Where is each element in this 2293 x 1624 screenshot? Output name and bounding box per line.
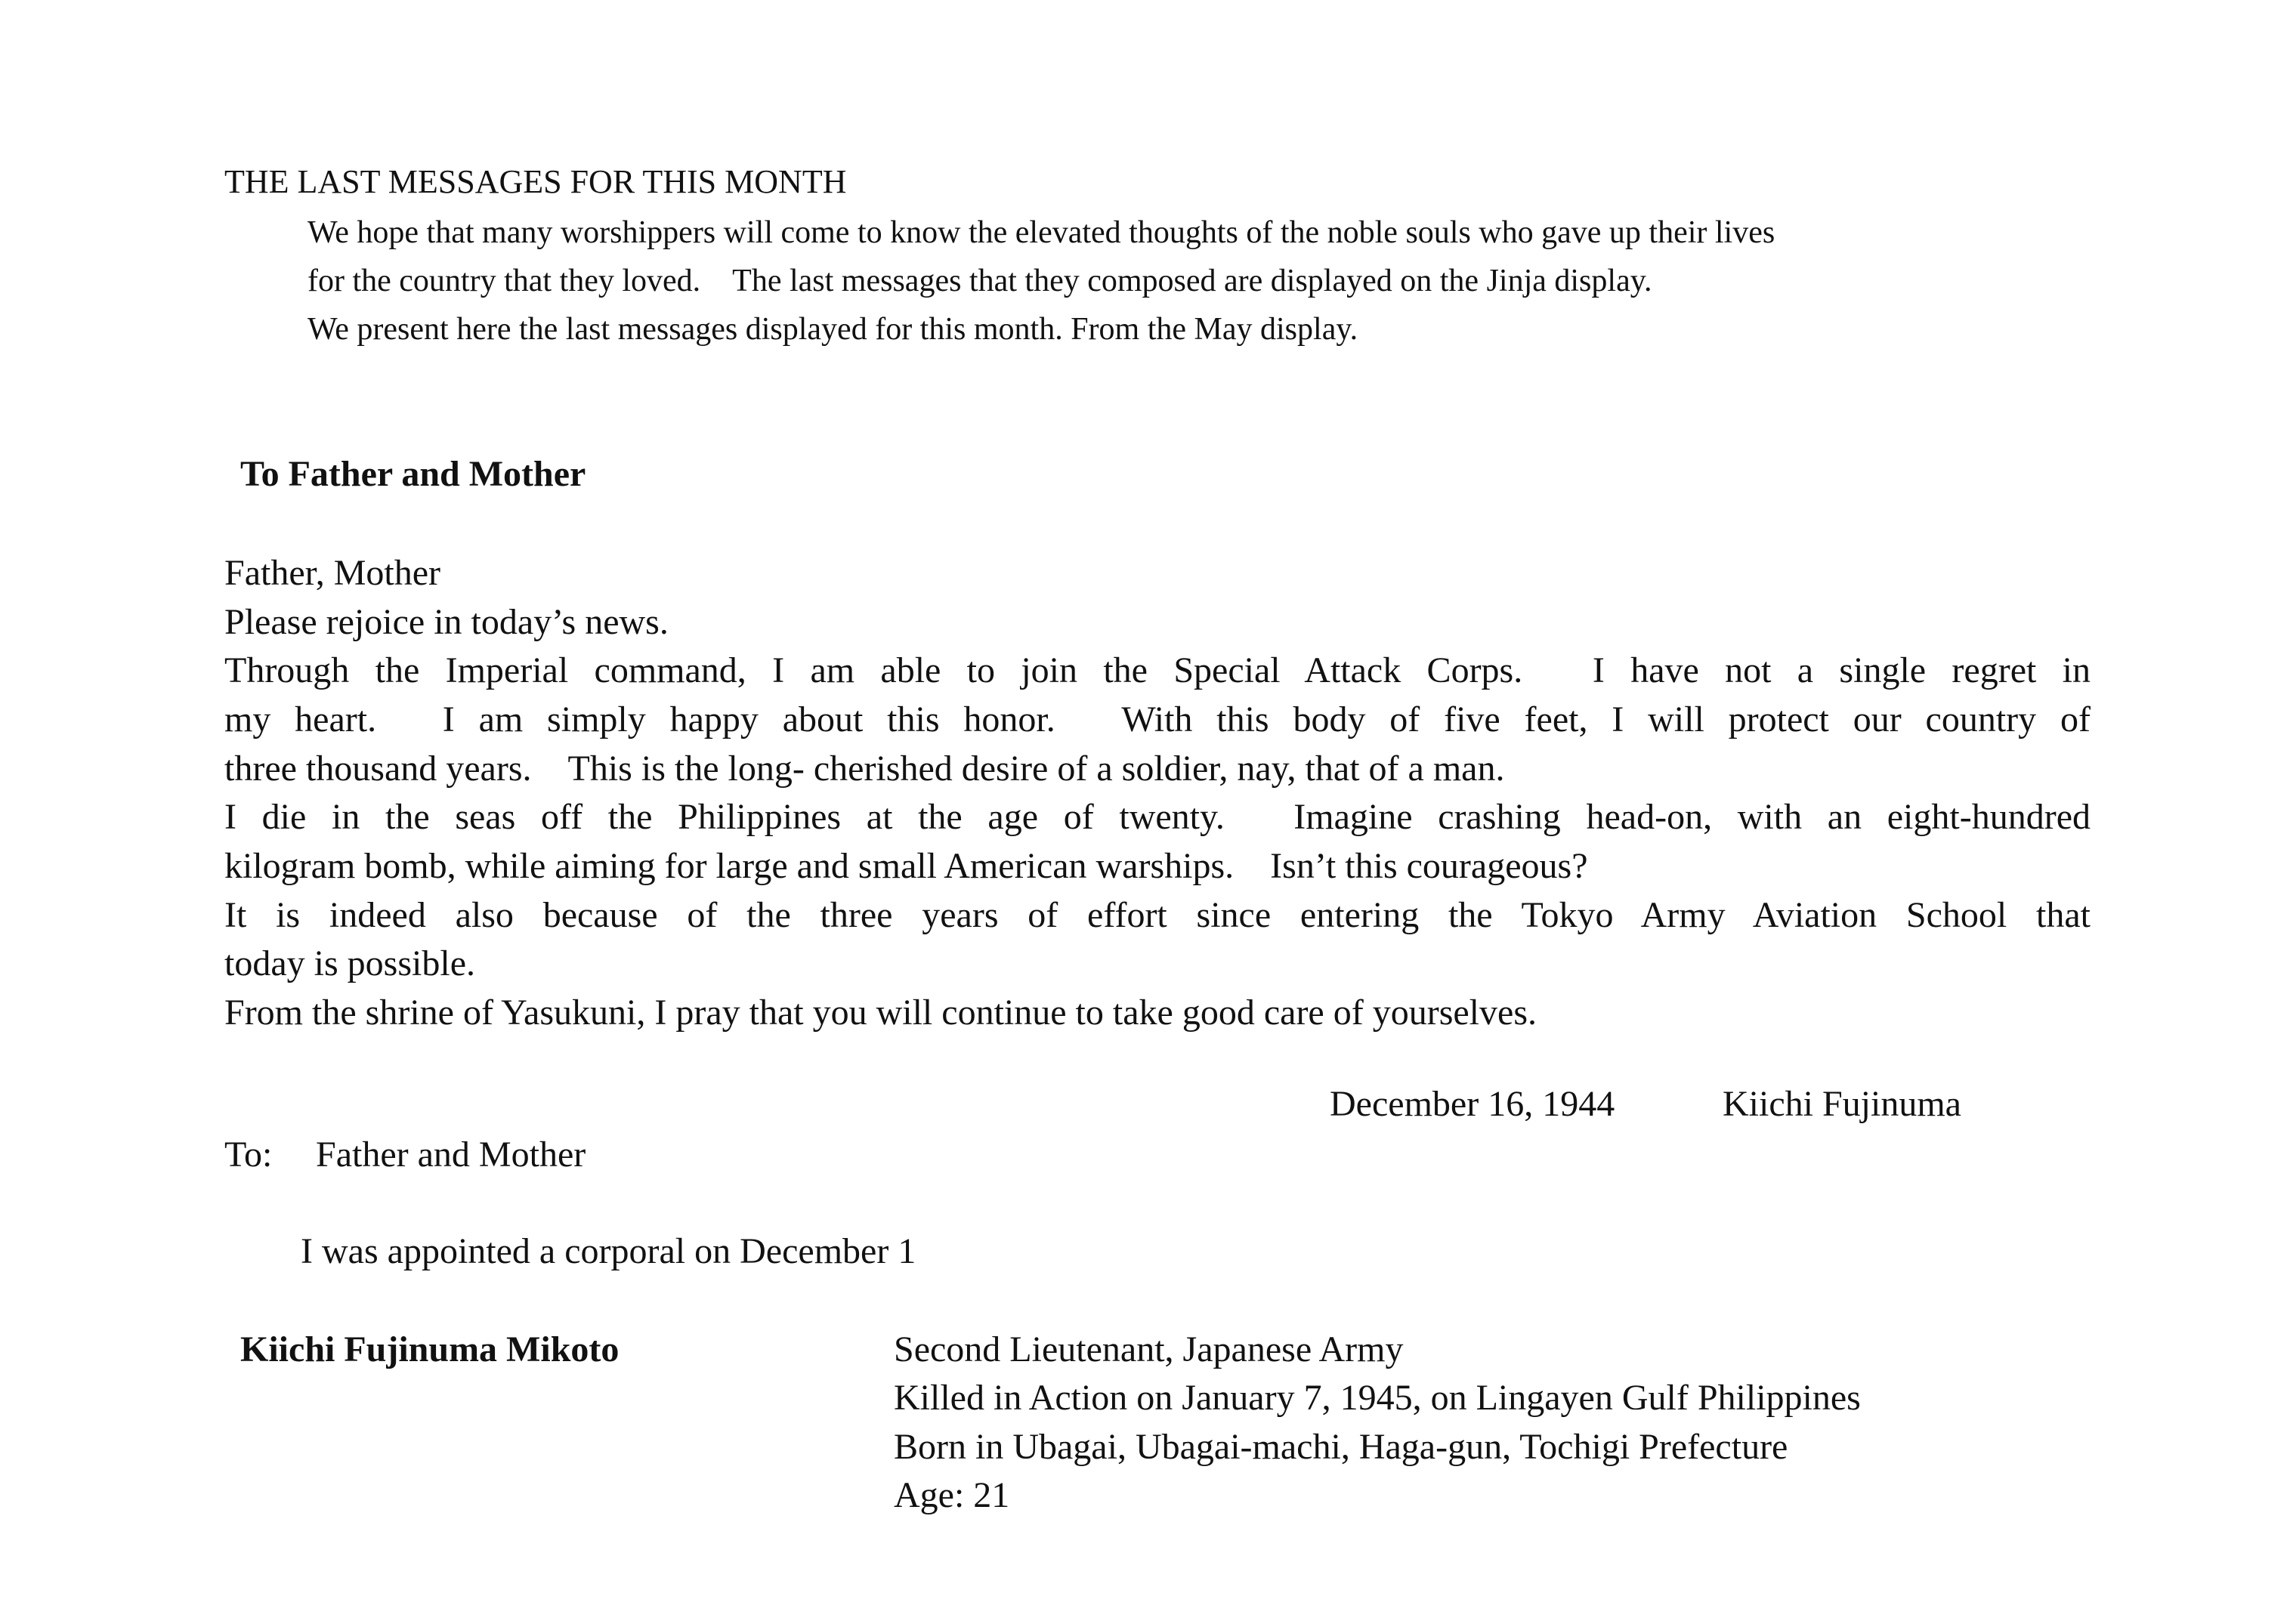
signature-name: Kiichi Fujinuma (1723, 1084, 1961, 1124)
intro-line: We hope that many worshippers will come to know the elevated thoughts of the noble souls who gave up their lives (307, 215, 1775, 250)
biography-line: Killed in Action on January 7, 1945, on Lingayen Gulf Philippines (894, 1378, 1861, 1418)
signature-date: December 16, 1944 (1330, 1084, 1615, 1124)
intro-line: for the country that they loved. The last messages that they composed are displayed on the Jinja display. (307, 264, 1652, 298)
section-heading: THE LAST MESSAGES FOR THIS MONTH (224, 163, 847, 200)
biography-name: Kiichi Fujinuma Mikoto (240, 1329, 620, 1369)
intro-line: We present here the last messages displayed for this month. From the May display. (307, 312, 1358, 347)
letter-line: my heart. I am simply happy about this honor. With this body of five feet, I will protect our country of (224, 699, 2091, 739)
letter-line: today is possible. (224, 943, 475, 983)
recipient-value: Father and Mother (316, 1135, 586, 1175)
appointment-note: I was appointed a corporal on December 1 (301, 1231, 916, 1271)
biography-line: Second Lieutenant, Japanese Army (894, 1329, 1404, 1369)
letter-title: To Father and Mother (240, 454, 586, 494)
letter-line: Please rejoice in today’s news. (224, 602, 669, 642)
letter-line: kilogram bomb, while aiming for large and small American warships. Isn’t this courageous? (224, 846, 1588, 886)
letter-line: I die in the seas off the Philippines at the age of twenty. Imagine crashing head-on, with an eight-hundred (224, 797, 2091, 837)
letter-line: Father, Mother (224, 553, 441, 593)
letter-line: It is indeed also because of the three years of effort since entering the Tokyo Army Aviation School that (224, 895, 2091, 935)
biography-line: Age: 21 (894, 1475, 1010, 1515)
letter-line: Through the Imperial command, I am able to join the Special Attack Corps. I have not a single regret in (224, 650, 2091, 690)
letter-line: From the shrine of Yasukuni, I pray that you will continue to take good care of yourselves. (224, 993, 1537, 1033)
recipient-label: To: (224, 1135, 273, 1175)
letter-line: three thousand years. This is the long- cherished desire of a soldier, nay, that of a man. (224, 749, 1505, 789)
biography-line: Born in Ubagai, Ubagai-machi, Haga-gun, Tochigi Prefecture (894, 1427, 1788, 1467)
